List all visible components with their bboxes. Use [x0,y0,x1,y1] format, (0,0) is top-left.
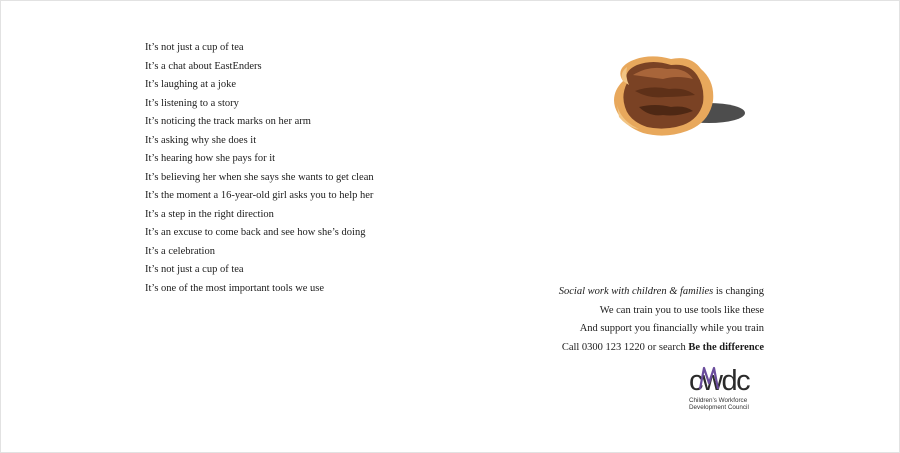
poem-line: It’s a step in the right direction [145,208,274,220]
phone-call-text: Call 0300 123 1220 or search [561,342,689,354]
info-line-3: And support you financially while you train [579,323,764,335]
poem-text [145,39,374,298]
logo-org-line: Children’s Workforce [689,397,748,404]
info-line-4 [559,339,764,358]
half-eaten-biscuit-image [605,51,749,141]
poem-line: It’s asking why she does it [145,134,257,146]
poem-line: It’s a chat about EastEnders [145,60,262,72]
cwdc-logo [689,364,769,411]
info-line-2: We can train you to use tools like these [599,304,764,316]
poem-line: It’s not just a cup of tea [145,264,244,275]
logo-org-name [689,397,769,411]
poem-line: It’s laughing at a joke [145,79,236,90]
logo-org-line: Development Council [689,404,749,411]
poem-line: It’s the moment a 16-year-old girl asks you to help her [145,190,374,201]
poem-line: It’s believing her when she says she wants to get clean [145,171,374,183]
poem-line: It’s one of the most important tools we use [145,282,325,294]
poem-line: It’s listening to a story [145,97,239,109]
poem-line: It’s a celebration [145,245,215,257]
info-emphasis: Social work with children & families [558,286,714,297]
cwdc-logo-mark [689,364,757,396]
poem-line: It’s hearing how she pays for it [145,153,276,164]
poem-line: It’s noticing the track marks on her arm [145,116,311,127]
info-block [559,283,764,358]
poem-line: It’s an excuse to come back and see how she’s doing [145,227,366,238]
info-line-1 [559,283,764,302]
cwdc-logo-lettering: cwdc [689,365,750,396]
search-term: Be the difference [688,342,764,354]
poem-line: It’s not just a cup of tea [145,42,244,53]
info-line-1-rest: is changing [713,286,764,297]
